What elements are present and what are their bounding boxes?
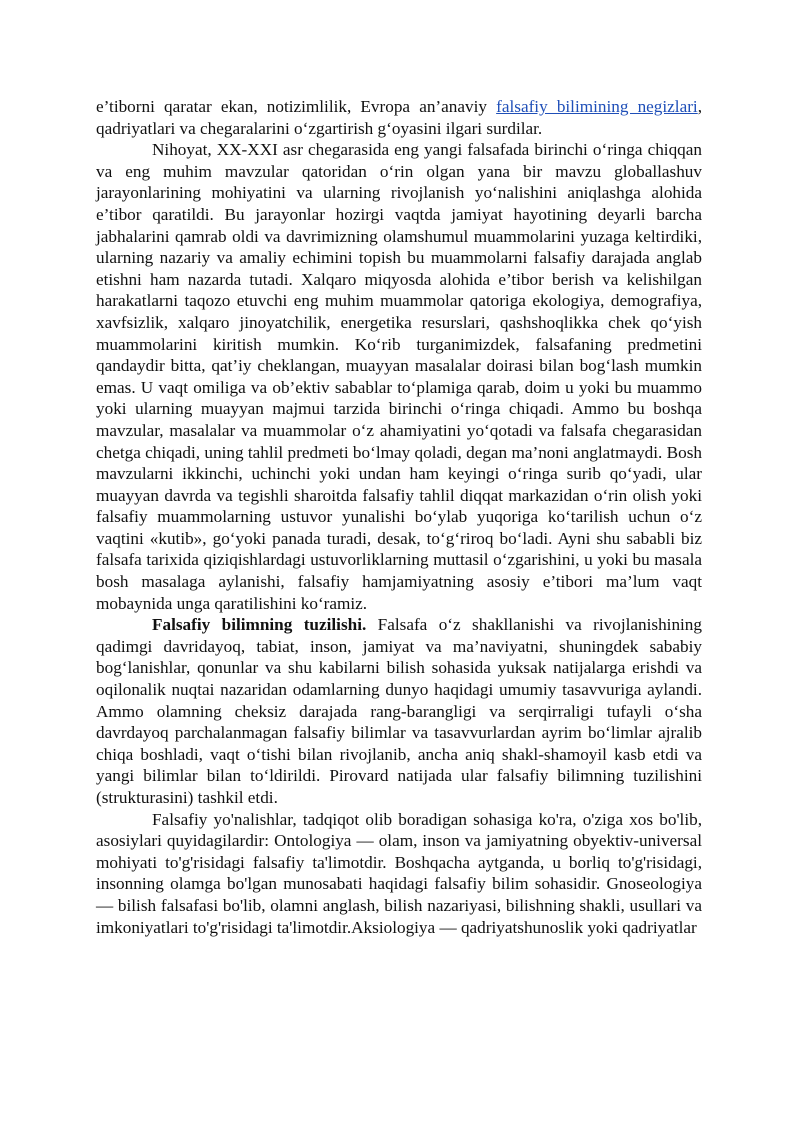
paragraph-1 [96,96,702,139]
paragraph-1-start: e’tiborni qaratar ekan, notizimlilik, Evropa an’anaviy [96,97,497,116]
paragraph-3-body: Falsafa o‘z shakllanishi va rivojlanishining qadimgi davridayoq, tabiat, inson, jamiyat va ma’naviyatni, shuningdek sababiy bog‘lanishlar, qonunlar va shu kabilarni bilish sohasida yuksak natijalarga erishdi va oqilonalik nuqtai nazaridan odamlarning dunyo haqidagi umumiy tasavvuriga aylandi. Ammo olamning cheksiz darajada rang-barangligi va serqirraligi tufayli o‘sha davrdayoq parchalanmagan falsafiy bilimlar va tasavvurlardan ayrim bo‘limlar ajralib chiqa boshladi, vaqt o‘tishi bilan rivojlanib, ancha aniq shakl-shamoyil kasb etdi va yangi bilimlar bilan to‘ldirildi. Pirovard natijada ular falsafiy bilimning tuzilishini (strukturasini) tashkil etdi. [96,615,702,807]
section-heading: Falsafiy bilimning tuzilishi. [152,615,367,635]
paragraph-4: Falsafiy yo'nalishlar, tadqiqot olib boradigan sohasiga ko'ra, o'ziga xos bo'lib, asosiylari quyidagilardir: Ontologiya — olam, inson va jamiyatning obyektiv-universal mohiyati to'g'risidagi falsafiy ta'limotdir. Boshqacha aytganda, u borliq to'g'risidagi, insonning olamga bo'lgan munosabati haqidagi falsafiy bilim sohasidir. Gnoseologiya — bilish falsafasi bo'lib, olamni anglash, bilish nazariyasi, bilishning shakli, usullari va imkoniyatlari to'g'risidagi ta'limotdir.Aksiologiya — qadriyatshunoslik yoki qadriyatlar [96,809,702,937]
paragraph-1-end: , qadriyatlari va chegaralarini o‘zgartirish g‘oyasini ilgari surdilar. [96,97,703,138]
paragraph-2: Nihoyat, XX-XXI asr chegarasida eng yangi falsafada birinchi o‘ringa chiqqan va eng muhim mavzular qatoridan o‘rin olgan yana bir mavzu globallashuv jarayonlarining mohiyatini va ularning rivojlanish yo‘nalishini aniqlashga alohida e’tibor qaratildi. Bu jarayonlar hozirgi vaqtda jamiyat hayotining deyarli barcha jabhalarini qamrab oldi va davrimizning olamshumul muammolarini yuzaga keltirdiki, ularning nazariy va amaliy echimini topish bu muammolarni falsafiy darajada anglab etishni ham nazarda tutadi. Xalqaro miqyosda alohida e’tibor berish va kelishilgan harakatlarni taqozo etuvchi eng muhim muammolar qatoriga ekologiya, demografiya, xavfsizlik, xalqaro jinoyatchilik, energetika resurslari, qashshoqlikka chek qo‘yish muammolarini kiritish mumkin. Ko‘rib turganimizdek, falsafaning predmetini qandaydir bitta, qat’iy cheklangan, muayyan masalalar doirasi bilan bog‘lash mumkin emas. U vaqt omiliga va ob’ektiv sabablar to‘plamiga qarab, doim u yoki bu muammo yoki ularning muayyan majmui tarzida birinchi o‘ringa chiqadi. Ammo bu boshqa mavzular, masalalar va muammolar o‘z ahamiyatini yo‘qotadi va falsafa chegarasidan chetga chiqadi, uning tahlil predmeti bo‘lmay qoladi, degan ma’noni anglatmaydi. Bosh mavzularni ikkinchi, uchinchi yoki undan ham keyingi o‘ringa surib qo‘yadi, ular muayyan davrda va tegishli sharoitda falsafiy tahlil diqqat markazidan o‘rin olish yoki falsafiy muammolarning ustuvor yunalishi bo‘ylab yuqoriga ko‘tarilish uchun o‘z vaqtini «kutib», go‘yoki panada turadi, desak, to‘g‘riroq bo‘ladi. Ayni shu sababli biz falsafa tarixida qiziqishlardagi ustuvorliklarning muttasil o‘zgarishini, u yoki bu masala bosh masalaga aylanishi, falsafiy hamjamiyatning asosiy e’tibori ma’lum vaqt mobaynida unga qaratilishini ko‘ramiz. [96,140,702,613]
document-page [96,96,702,938]
paragraph-3 [96,614,702,808]
falsafiy-bilim-link[interactable]: falsafiy bilimining negizlari [496,97,698,116]
